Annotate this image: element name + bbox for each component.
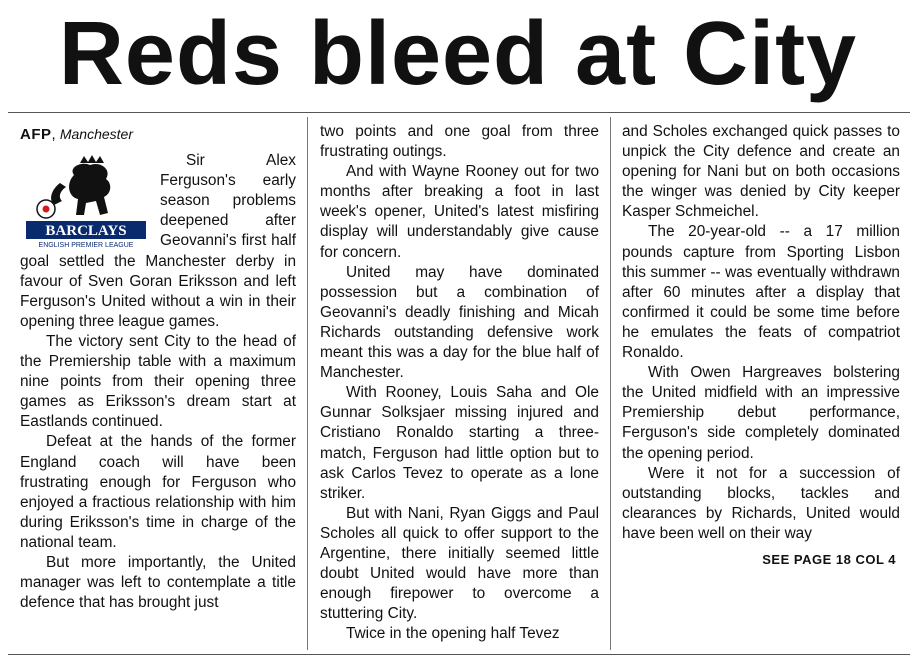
paragraph: With Rooney, Louis Saha and Ole Gunnar Solksjaer missing injured and Cristiano Ronaldo starting a three-match, Ferguson had little option but to ask Carlos Tevez to operate as a lone striker. — [320, 384, 599, 502]
article-column-2 — [320, 122, 599, 644]
paragraph: But more importantly, the United manager was left to contemplate a title defence that has brought just — [20, 553, 296, 612]
paragraph: And with Wayne Rooney out for two months after breaking a foot in last week's opener, United's latest misfiring display will understandably give cause for concern. — [320, 163, 599, 261]
paragraph: The 20-year-old -- a 17 million pounds capture from Sporting Lisbon this summer -- was eventually withdrawn after 60 minutes after a display that confirmed it could be some time before he emulates the feats of compatriot Ronaldo. — [622, 223, 900, 362]
byline-agency: AFP — [20, 126, 52, 143]
paragraph: But with Nani, Ryan Giggs and Paul Scholes all quick to offer support to the Argentine, there initially seemed little doubt United would have more than enough firepower to overcome a stuttering City. — [320, 504, 599, 623]
byline-place: Manchester — [59, 126, 133, 142]
column-divider-2 — [610, 117, 611, 650]
premier-league-logo — [20, 153, 152, 249]
paragraph: and Scholes exchanged quick passes to unpick the City defence and create an opening for Nani but on both occasions the winger was denied by City keeper Kasper Schmeichel. — [622, 123, 900, 221]
headline: Reds bleed at City — [58, 4, 858, 104]
article-column-3 — [622, 122, 900, 570]
logo-brand-text: BARCLAYS — [45, 223, 127, 240]
paragraph: two points and one goal from three frustrating outings. — [320, 123, 599, 161]
article-column-1 — [20, 124, 296, 613]
byline: AFP, Manchester — [20, 126, 133, 143]
column-divider-1 — [307, 117, 308, 650]
logo-league-text: ENGLISH PREMIER LEAGUE — [38, 242, 134, 250]
paragraph: Sir Alex Ferguson's early season problems deepened after Geovanni's first half goal settled the Manchester derby in favour of Sven Goran Eriksson and left Ferguson's United without a win in their opening three league games. — [20, 152, 296, 330]
paragraph: Twice in the opening half Tevez — [346, 625, 560, 643]
paragraph: Were it not for a succession of outstanding blocks, tackles and clearances by Richards, United would have been well on their way — [622, 464, 900, 542]
continuation-note: SEE PAGE 18 COL 4 — [762, 551, 896, 567]
paragraph: United may have dominated possession but a combination of Geovanni's deadly finishing and Micah Richards outstanding defensive work meant this was a day for the blue half of Manchester. — [320, 263, 599, 382]
paragraph: The victory sent City to the head of the Premiership table with a maximum nine points from their opening three games as Eriksson's dream start at Eastlands continued. — [20, 332, 296, 431]
paragraph: Defeat at the hands of the former England coach will have been frustrating enough for Ferguson who enjoyed a fractious relationship with him during Eriksson's time in charge of the national team. — [20, 433, 296, 551]
paragraph: With Owen Hargreaves bolstering the United midfield with an impressive Premiership debut performance, Ferguson's side completely dominated the opening period. — [622, 364, 900, 462]
top-rule — [8, 112, 910, 113]
bottom-rule — [8, 654, 910, 655]
